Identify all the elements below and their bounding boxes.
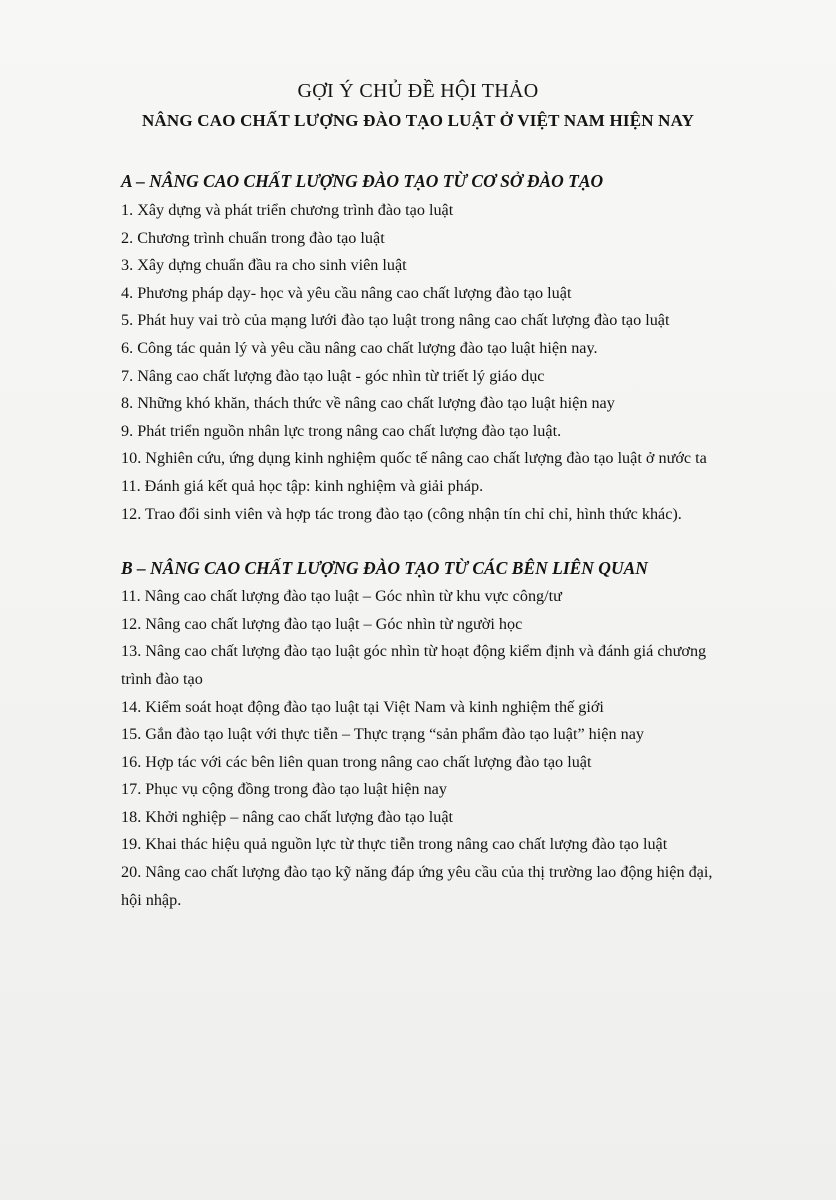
section-a-heading: A – NÂNG CAO CHẤT LƯỢNG ĐÀO TẠO TỪ CƠ SỞ ĐÀO TẠO [121,171,604,191]
list-item: 1. Xây dựng và phát triển chương trình đào tạo luật [121,201,454,219]
list-item: 2. Chương trình chuẩn trong đào tạo luật [121,228,385,247]
list-item: 19. Khai thác hiệu quả nguồn lực từ thực tiễn trong nâng cao chất lượng đào tạo luật [121,835,668,854]
list-item: 5. Phát huy vai trò của mạng lưới đào tạo luật trong nâng cao chất lượng đào tạo luật [121,311,670,330]
list-item: 12. Trao đổi sinh viên và hợp tác trong đào tạo (công nhận tín chỉ chỉ, hình thức khác). [121,504,682,523]
list-item: 6. Công tác quản lý và yêu cầu nâng cao chất lượng đào tạo luật hiện nay. [121,338,598,357]
list-item: 10. Nghiên cứu, ứng dụng kinh nghiệm quốc tế nâng cao chất lượng đào tạo luật ở nước ta [121,449,707,468]
section-b-heading: B – NÂNG CAO CHẤT LƯỢNG ĐÀO TẠO TỪ CÁC BÊN LIÊN QUAN [121,558,648,579]
list-item: 3. Xây dựng chuẩn đầu ra cho sinh viên luật [121,256,407,275]
list-item: 14. Kiểm soát hoạt động đào tạo luật tại Việt Nam và kinh nghiệm thế giới [121,697,604,716]
list-item: 11. Đánh giá kết quả học tập: kinh nghiệm và giải pháp. [121,476,484,495]
list-item: 18. Khởi nghiệp – nâng cao chất lượng đào tạo luật [121,807,454,826]
document-title: GỢI Ý CHỦ ĐỀ HỘI THẢO [297,80,539,102]
document-body [121,168,721,914]
document-subtitle: NÂNG CAO CHẤT LƯỢNG ĐÀO TẠO LUẬT Ở VIỆT NAM HIỆN NAY [141,111,695,130]
list-item: 20. Nâng cao chất lượng đào tạo kỹ năng đáp ứng yêu cầu của thị trường lao động hiện đại, hội nhập. [121,863,713,909]
list-item: 7. Nâng cao chất lượng đào tạo luật - góc nhìn từ triết lý giáo dục [121,366,545,385]
list-item: 9. Phát triển nguồn nhân lực trong nâng cao chất lượng đào tạo luật. [121,421,562,440]
list-item: 16. Hợp tác với các bên liên quan trong nâng cao chất lượng đào tạo luật [121,752,592,771]
list-item: 11. Nâng cao chất lượng đào tạo luật – Góc nhìn từ khu vực công/tư [121,587,562,606]
list-item: 15. Gắn đào tạo luật với thực tiễn – Thực trạng “sản phẩm đào tạo luật” hiện nay [121,725,644,744]
list-item: 8. Những khó khăn, thách thức về nâng cao chất lượng đào tạo luật hiện nay [121,394,615,413]
list-item: 12. Nâng cao chất lượng đào tạo luật – Góc nhìn từ người học [121,614,523,633]
list-item: 13. Nâng cao chất lượng đào tạo luật góc nhìn từ hoạt động kiểm định và đánh giá chương trình đào tạo [121,642,707,688]
list-item: 17. Phục vụ cộng đồng trong đào tạo luật hiện nay [121,780,447,799]
section-a-list [121,197,721,528]
section-b-list [121,583,721,914]
list-item: 4. Phương pháp dạy- học và yêu cầu nâng cao chất lượng đào tạo luật [121,283,572,302]
